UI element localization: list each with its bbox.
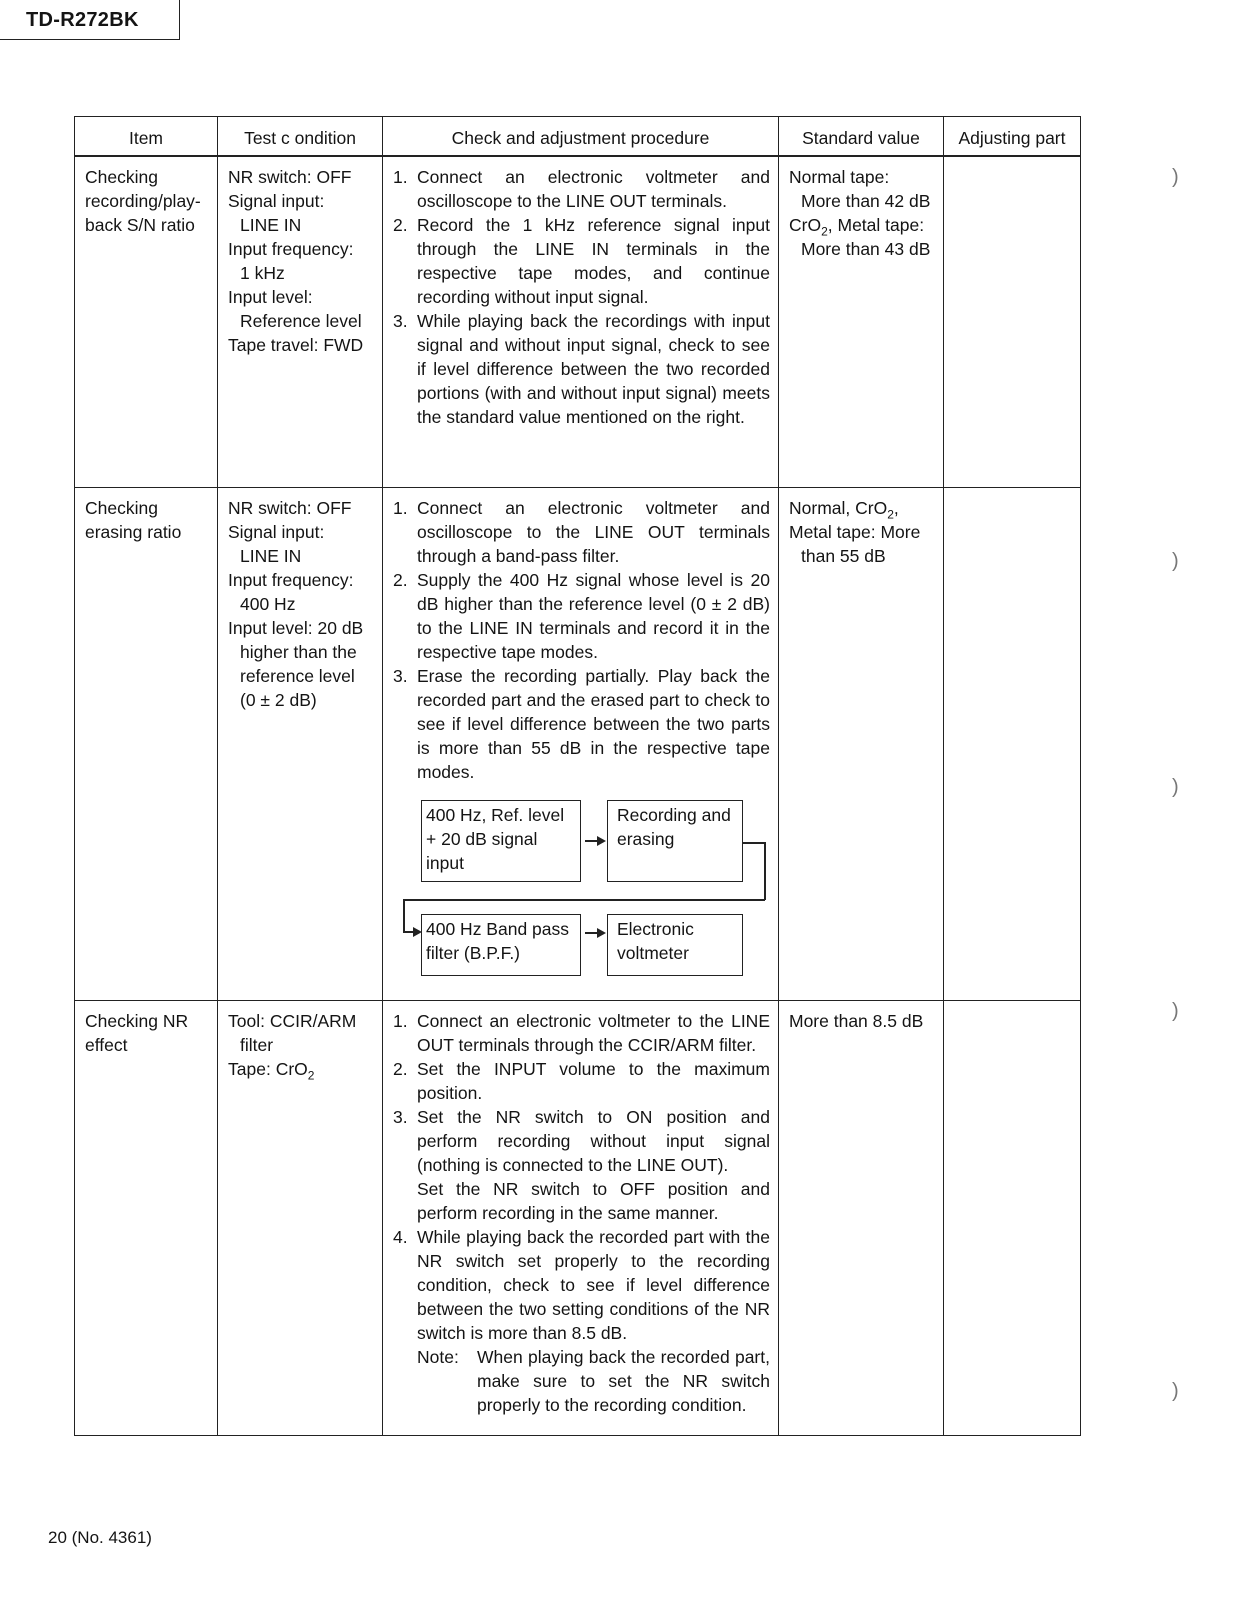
procedure-steps <box>393 165 770 429</box>
header-adjusting: Adjusting part <box>944 117 1081 157</box>
procedure-step <box>393 1057 770 1105</box>
standard-cell <box>779 1001 944 1436</box>
condition-line: Tape travel: FWD <box>228 335 364 355</box>
step-text: Connect an electronic voltmeter to the LINE OUT terminals through the CCIR/ARM filter. <box>417 1011 770 1055</box>
condition-line: Signal input: <box>228 191 325 211</box>
procedure-step <box>393 213 770 309</box>
step-number: 3. <box>393 311 408 331</box>
condition-line: Tape: CrO$_2$ <box>228 1059 315 1083</box>
model-label: TD-R272BK <box>0 0 180 40</box>
margin-mark: ) <box>1172 166 1179 188</box>
flow-connector <box>743 842 765 844</box>
condition-line: filter <box>240 1035 274 1055</box>
flow-box-band-pass-filter: 400 Hz Band pass filter (B.P.F.) <box>421 914 581 976</box>
step-text: Supply the 400 Hz signal whose level is 20 dB higher than the reference level (0 ± 2 dB) to the LINE IN terminals and record it in the respective tape modes. <box>417 570 770 662</box>
table-row <box>75 488 1081 1001</box>
adjustment-table <box>74 116 1081 1436</box>
procedure-cell <box>383 488 779 1001</box>
condition-cell <box>218 488 383 1001</box>
condition-line: Input frequency: <box>228 570 354 590</box>
procedure-step <box>393 664 770 784</box>
step-number: 4. <box>393 1227 408 1247</box>
step-number: 2. <box>393 570 408 590</box>
step-text: Connect an electronic voltmeter and oscilloscope to the LINE OUT terminals. <box>417 167 770 211</box>
flow-box-voltmeter: Electronic voltmeter <box>607 914 743 976</box>
procedure-note <box>417 1345 770 1417</box>
standard-line: than 55 dB <box>801 546 886 566</box>
flow-connector <box>403 899 765 901</box>
condition-line: (0 ± 2 dB) <box>240 690 317 710</box>
step-number: 1. <box>393 1011 408 1031</box>
procedure-step <box>393 1105 770 1225</box>
note-label: Note: <box>417 1347 459 1367</box>
condition-cell <box>218 156 383 488</box>
procedure-step <box>393 1225 770 1345</box>
step-text: Erase the recording partially. Play back the recorded part and the erased part to check to see if level difference between the two parts is more than 55 dB in the respective tape modes. <box>417 666 770 782</box>
step-number: 2. <box>393 1059 408 1079</box>
step-text: Set the INPUT volume to the maximum position. <box>417 1059 770 1103</box>
standard-line: Normal tape: <box>789 167 890 187</box>
flow-box-signal-input: 400 Hz, Ref. level + 20 dB signal input <box>421 800 581 882</box>
procedure-cell <box>383 156 779 488</box>
flow-diagram <box>409 800 779 1000</box>
margin-mark: ) <box>1172 550 1179 572</box>
step-text: While playing back the recordings with input signal and without input signal, check to see if level difference between the two recorded portions (with and without input signal) meets the standard value mentioned on the right. <box>417 311 770 427</box>
item-cell <box>75 488 218 1001</box>
margin-mark: ) <box>1172 776 1179 798</box>
condition-line: NR switch: OFF <box>228 498 352 518</box>
condition-line: Input frequency: <box>228 239 354 259</box>
condition-line: LINE IN <box>240 215 302 235</box>
adjusting-cell <box>944 488 1081 1001</box>
condition-line: LINE IN <box>240 546 302 566</box>
step-text: Record the 1 kHz reference signal input through the LINE IN terminals in the respective tape modes, and continue recording without input signal. <box>417 215 770 307</box>
condition-line: 400 Hz <box>240 594 296 614</box>
procedure-step <box>393 568 770 664</box>
step-number: 2. <box>393 215 408 235</box>
procedure-step <box>393 1009 770 1057</box>
header-item: Item <box>75 117 218 157</box>
condition-line: Signal input: <box>228 522 325 542</box>
item-line: Checking <box>85 498 158 518</box>
procedure-step <box>393 309 770 429</box>
procedure-step <box>393 496 770 568</box>
step-text: While playing back the recorded part with the NR switch set properly to the recording condition, check to see if level difference between the two setting conditions of the NR switch is more than 8.5 dB. <box>417 1227 770 1343</box>
standard-line: More than 42 dB <box>801 191 931 211</box>
item-line: Checking NR <box>85 1011 189 1031</box>
step-number: 3. <box>393 666 408 686</box>
standard-line: Metal tape: More <box>789 522 921 542</box>
adjusting-cell <box>944 156 1081 488</box>
procedure-cell <box>383 1001 779 1436</box>
item-cell <box>75 156 218 488</box>
condition-line: Tool: CCIR/ARM <box>228 1011 357 1031</box>
flow-arrowhead <box>597 836 606 846</box>
note-text: When playing back the recorded part, make sure to set the NR switch properly to the recording condition. <box>477 1347 770 1415</box>
item-line: recording/play- <box>85 191 201 211</box>
standard-line: CrO$_2$, Metal tape: <box>789 215 925 239</box>
condition-line: reference level <box>240 666 355 686</box>
procedure-step <box>393 165 770 213</box>
condition-line: NR switch: OFF <box>228 167 352 187</box>
standard-line: Normal, CrO$_2$, <box>789 498 899 522</box>
margin-mark: ) <box>1172 1000 1179 1022</box>
item-line: effect <box>85 1035 128 1055</box>
condition-line: Input level: <box>228 287 313 307</box>
standard-line: More than 43 dB <box>801 239 931 259</box>
flow-connector <box>764 842 766 900</box>
table-row <box>75 1001 1081 1436</box>
header-standard: Standard value <box>779 117 944 157</box>
condition-line: 1 kHz <box>240 263 285 283</box>
procedure-steps <box>393 496 770 784</box>
condition-line: Input level: 20 dB <box>228 618 364 638</box>
table-header-row <box>75 117 1081 157</box>
step-text: Connect an electronic voltmeter and oscilloscope to the LINE OUT terminals through a band-pass filter. <box>417 498 770 566</box>
item-line: back S/N ratio <box>85 215 195 235</box>
header-procedure: Check and adjustment procedure <box>383 117 779 157</box>
condition-cell <box>218 1001 383 1436</box>
item-cell <box>75 1001 218 1436</box>
standard-line: More than 8.5 dB <box>789 1011 924 1031</box>
flow-connector <box>403 899 405 932</box>
header-condition: Test c ondition <box>218 117 383 157</box>
procedure-steps <box>393 1009 770 1345</box>
step-number: 1. <box>393 498 408 518</box>
condition-line: higher than the <box>240 642 357 662</box>
standard-cell <box>779 488 944 1001</box>
table-row <box>75 156 1081 488</box>
standard-cell <box>779 156 944 488</box>
step-text: Set the NR switch to ON position and perform recording without input signal (nothing is connected to the LINE OUT). <box>417 1107 770 1175</box>
step-number: 1. <box>393 167 408 187</box>
page-footer: 20 (No. 4361) <box>48 1528 152 1547</box>
item-line: Checking <box>85 167 158 187</box>
item-line: erasing ratio <box>85 522 182 542</box>
step-text: Set the NR switch to OFF position and perform recording in the same manner. <box>417 1179 770 1223</box>
step-number: 3. <box>393 1107 408 1127</box>
margin-mark: ) <box>1172 1380 1179 1402</box>
flow-arrowhead <box>597 928 606 938</box>
adjusting-cell <box>944 1001 1081 1436</box>
flow-box-recording: Recording and erasing <box>607 800 743 882</box>
condition-line: Reference level <box>240 311 362 331</box>
